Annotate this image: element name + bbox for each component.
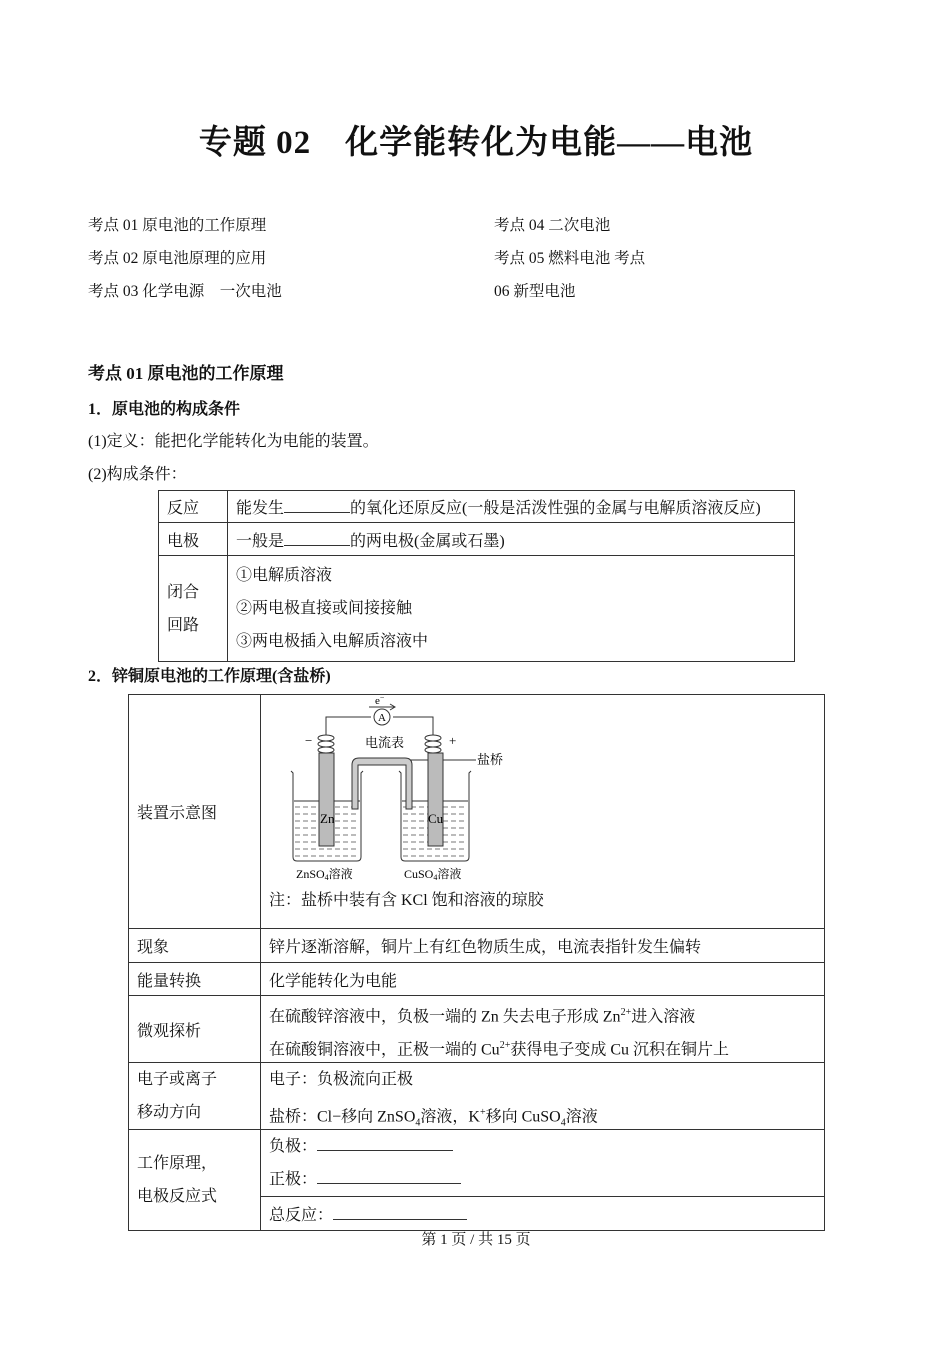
definition: (1)定义：能把化学能转化为电能的装置。: [88, 433, 379, 450]
page-footer: 第 1 页 / 共 15 页: [421, 1232, 531, 1248]
row-content: ①电解质溶液 ②两电极直接或间接接触 ③两电极插入电解质溶液中: [228, 556, 795, 662]
conditions-table: [158, 490, 795, 662]
svg-text:−: −: [305, 733, 313, 748]
toc-item: 06 新型电池: [494, 283, 576, 300]
total-reaction: 总反应：: [261, 1197, 825, 1231]
row-label: 工作原理， 电极反应式: [129, 1130, 261, 1231]
row-label: 反应: [159, 491, 228, 523]
ammeter-label: 电流表: [365, 735, 405, 750]
svg-text:+: +: [449, 733, 457, 748]
conditions-label: (2)构成条件：: [88, 466, 187, 483]
zinc-electrode: [319, 753, 334, 846]
coil-icon: [318, 735, 334, 753]
row-content: 锌片逐渐溶解，铜片上有红色物质生成，电流表指针发生偏转: [261, 929, 825, 963]
row-label: 装置示意图: [129, 695, 261, 929]
zinc-copper-table: [128, 694, 825, 1231]
toc-item: 考点 03 化学电源 一次电池: [88, 283, 282, 300]
copper-electrode: [428, 753, 443, 846]
toc-item: 考点 05 燃料电池 考点: [494, 250, 646, 267]
positive-blank: [317, 1168, 461, 1184]
svg-text:Zn: Zn: [320, 811, 335, 826]
row-label: 能量转换: [129, 963, 261, 996]
subheading: 1．原电池的构成条件: [88, 401, 241, 418]
row-label: 现象: [129, 929, 261, 963]
device-cell: [261, 695, 825, 929]
toc-item: 考点 04 二次电池: [494, 217, 611, 234]
toc-item: 考点 02 原电池原理的应用: [88, 250, 267, 267]
subheading: 2．锌铜原电池的工作原理(含盐桥): [88, 668, 331, 685]
diagram-note: 注：盐桥中装有含 KCl 饱和溶液的琼胶: [269, 892, 544, 909]
page-title: 专题 02 化学能转化为电能——电池: [198, 125, 754, 161]
row-content: 能发生 的氧化还原反应(一般是活泼性强的金属与电解质溶液反应): [228, 491, 795, 523]
row-content: 电子：负极流向正极 盐桥：Cl−移向 ZnSO$_4$溶液，K+移向 CuSO$_4$溶液: [261, 1063, 825, 1130]
toc-item: 考点 01 原电池的工作原理: [88, 217, 267, 234]
row-label: 微观探析: [129, 996, 261, 1063]
electrode-equations: 负极： 正极：: [261, 1130, 825, 1197]
coil-icon: [425, 735, 441, 753]
row-content: 在硫酸锌溶液中，负极一端的 Zn 失去电子形成 $Zn^{2+}$进入溶液 在硫酸铜溶液中，正极一端的 $Cu^{2+}$获得电子变成 Cu 沉积在铜片上: [261, 996, 825, 1063]
row-content: 化学能转化为电能: [261, 963, 825, 996]
row-label: 闭合 回路: [159, 556, 228, 662]
row-content: 一般是 的两电极(金属或石墨): [228, 523, 795, 556]
section-heading: 考点 01 原电池的工作原理: [88, 364, 284, 383]
salt-bridge-label: 盐桥: [477, 752, 504, 767]
row-label: 电子或离子 移动方向: [129, 1063, 261, 1130]
svg-text:A: A: [378, 712, 386, 724]
svg-text:CuSO4溶液: CuSO4溶液: [404, 867, 462, 882]
total-blank: [333, 1204, 467, 1220]
svg-text:ZnSO4溶液: ZnSO4溶液: [296, 867, 353, 882]
row-label: 电极: [159, 523, 228, 556]
svg-text:e−: e−: [375, 695, 385, 707]
galvanic-cell-diagram: [271, 695, 531, 883]
negative-blank: [317, 1135, 453, 1151]
svg-text:Cu: Cu: [428, 811, 444, 826]
